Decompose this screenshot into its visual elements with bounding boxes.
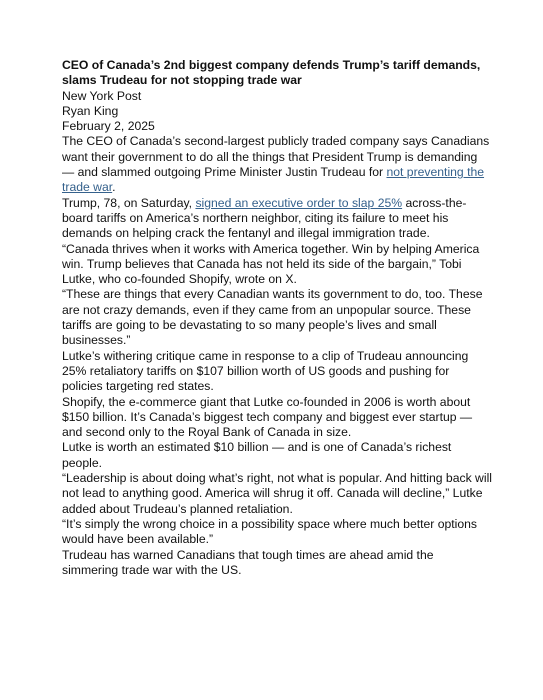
article-title: CEO of Canada’s 2nd biggest company defends Trump’s tariff demands, slams Trudeau for not stopping trade war <box>62 58 481 88</box>
paragraph-1-text-after: . <box>112 180 116 195</box>
paragraph-2-text-after: across-the-board tariffs on America’s northern neighbor, citing its failure to meet his demands on helping crack the fentanyl and illegal immigration trade. <box>62 195 467 241</box>
paragraph-1 <box>62 134 492 195</box>
paragraph-2 <box>62 196 492 242</box>
paragraph-3: “Canada thrives when it works with America together. Win by helping America win. Trump believes that Canada has not held its side of the bargain,” Tobi Lutke, who co-founded Shopify, wrote on X. <box>62 241 480 287</box>
link-executive-order[interactable]: signed an executive order to slap 25% <box>195 195 403 210</box>
article-body <box>62 58 492 578</box>
paragraph-10: Trudeau has warned Canadians that tough times are ahead amid the simmering trade war with the US. <box>62 547 434 577</box>
link-not-preventing-trade-war[interactable]: not preventing the trade war <box>62 165 485 195</box>
paragraph-7: Lutke is worth an estimated $10 billion — and is one of Canada’s richest people. <box>62 440 452 470</box>
publish-date: February 2, 2025 <box>62 119 155 134</box>
paragraph-2-text-before: Trump, 78, on Saturday, <box>62 195 196 210</box>
paragraph-4: “These are things that every Canadian wants its government to do, too. These are not crazy demands, even if they came from an unpopular source. These tariffs are going to be devastating to so many people’s lives and small businesses.” <box>62 287 483 348</box>
paragraph-9: “It’s simply the wrong choice in a possibility space where much better options would have been available.” <box>62 516 478 547</box>
paragraph-5: Lutke’s withering critique came in response to a clip of Trudeau announcing 25% retaliatory tariffs on $107 billion worth of US goods and pushing for policies targeting red states. <box>62 348 469 394</box>
author-name: Ryan King <box>62 103 119 118</box>
paragraph-6: Shopify, the e-commerce giant that Lutke co-founded in 2006 is worth about $150 billion. It’s Canada’s biggest tech company and biggest ever startup — and second only to the Royal Bank of Canada in size. <box>62 394 473 440</box>
publication-name: New York Post <box>62 88 142 103</box>
paragraph-1-text-before: The CEO of Canada’s second-largest publicly traded company says Canadians want their government to do all the things that President Trump is demanding — and slammed outgoing Prime Minister Justin Trudeau for <box>62 134 490 180</box>
paragraph-8: “Leadership is about doing what’s right, not what is popular. And hitting back will not lead to anything good. America will shrug it off. Canada will decline,” Lutke added about Trudeau’s planned retaliation. <box>62 471 492 516</box>
